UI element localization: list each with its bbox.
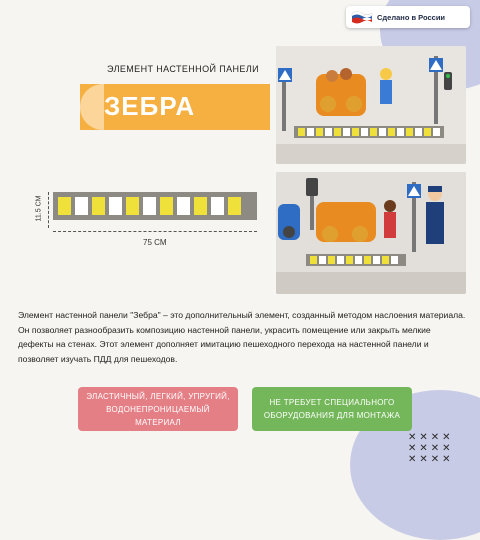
strip-cell-yellow — [58, 197, 71, 215]
width-dimension-label: 75 CM — [143, 238, 167, 247]
strip-cell-yellow — [228, 197, 241, 215]
strip-cell-yellow — [126, 197, 139, 215]
page-subtitle: ЭЛЕМЕНТ НАСТЕННОЙ ПАНЕЛИ — [107, 64, 260, 74]
strip-cell-white — [143, 197, 156, 215]
strip-cell-white — [75, 197, 88, 215]
strip-cell-white — [211, 197, 224, 215]
wall-panel-photo-2 — [276, 172, 466, 294]
russia-flag-icon — [351, 10, 373, 24]
strip-cell-yellow — [160, 197, 173, 215]
strip-cell-white — [177, 197, 190, 215]
zebra-strip-illustration — [53, 192, 257, 220]
strip-cell-yellow — [194, 197, 207, 215]
product-description: Элемент настенной панели "Зебра" – это дополнительный элемент, созданный методом наслоения материала. Он позволяет разнообразить композицию настенной панели, украсить помещение или закрыть мелкие дефекты на стенах. Этот элемент дополняет имитацию пешеходного перехода на настенной панели и позволяет изучать ПДД для пешеходов. — [18, 310, 466, 364]
wall-panel-photo-1 — [276, 46, 466, 164]
made-in-russia-badge — [346, 6, 470, 28]
decor-cross-pattern: ✕✕✕✕ ✕✕✕✕ ✕✕✕✕ — [408, 432, 454, 465]
width-dimension-line — [53, 231, 257, 233]
strip-cell-yellow — [92, 197, 105, 215]
strip-cell-white — [109, 197, 122, 215]
page-title: ЗЕБРА — [104, 91, 196, 121]
feature-tag-material: ЭЛАСТИЧНЫЙ, ЛЕГКИЙ, УПРУГИЙ, ВОДОНЕПРОНИЦАЕМЫЙ МАТЕРИАЛ — [78, 387, 238, 431]
feature-tag-installation: НЕ ТРЕБУЕТ СПЕЦИАЛЬНОГО ОБОРУДОВАНИЯ ДЛЯ МОНТАЖА — [252, 387, 412, 431]
height-dimension-line — [48, 192, 50, 228]
badge-text: Сделано в России — [377, 12, 446, 22]
height-dimension-label: 11.5 CM — [35, 195, 43, 222]
